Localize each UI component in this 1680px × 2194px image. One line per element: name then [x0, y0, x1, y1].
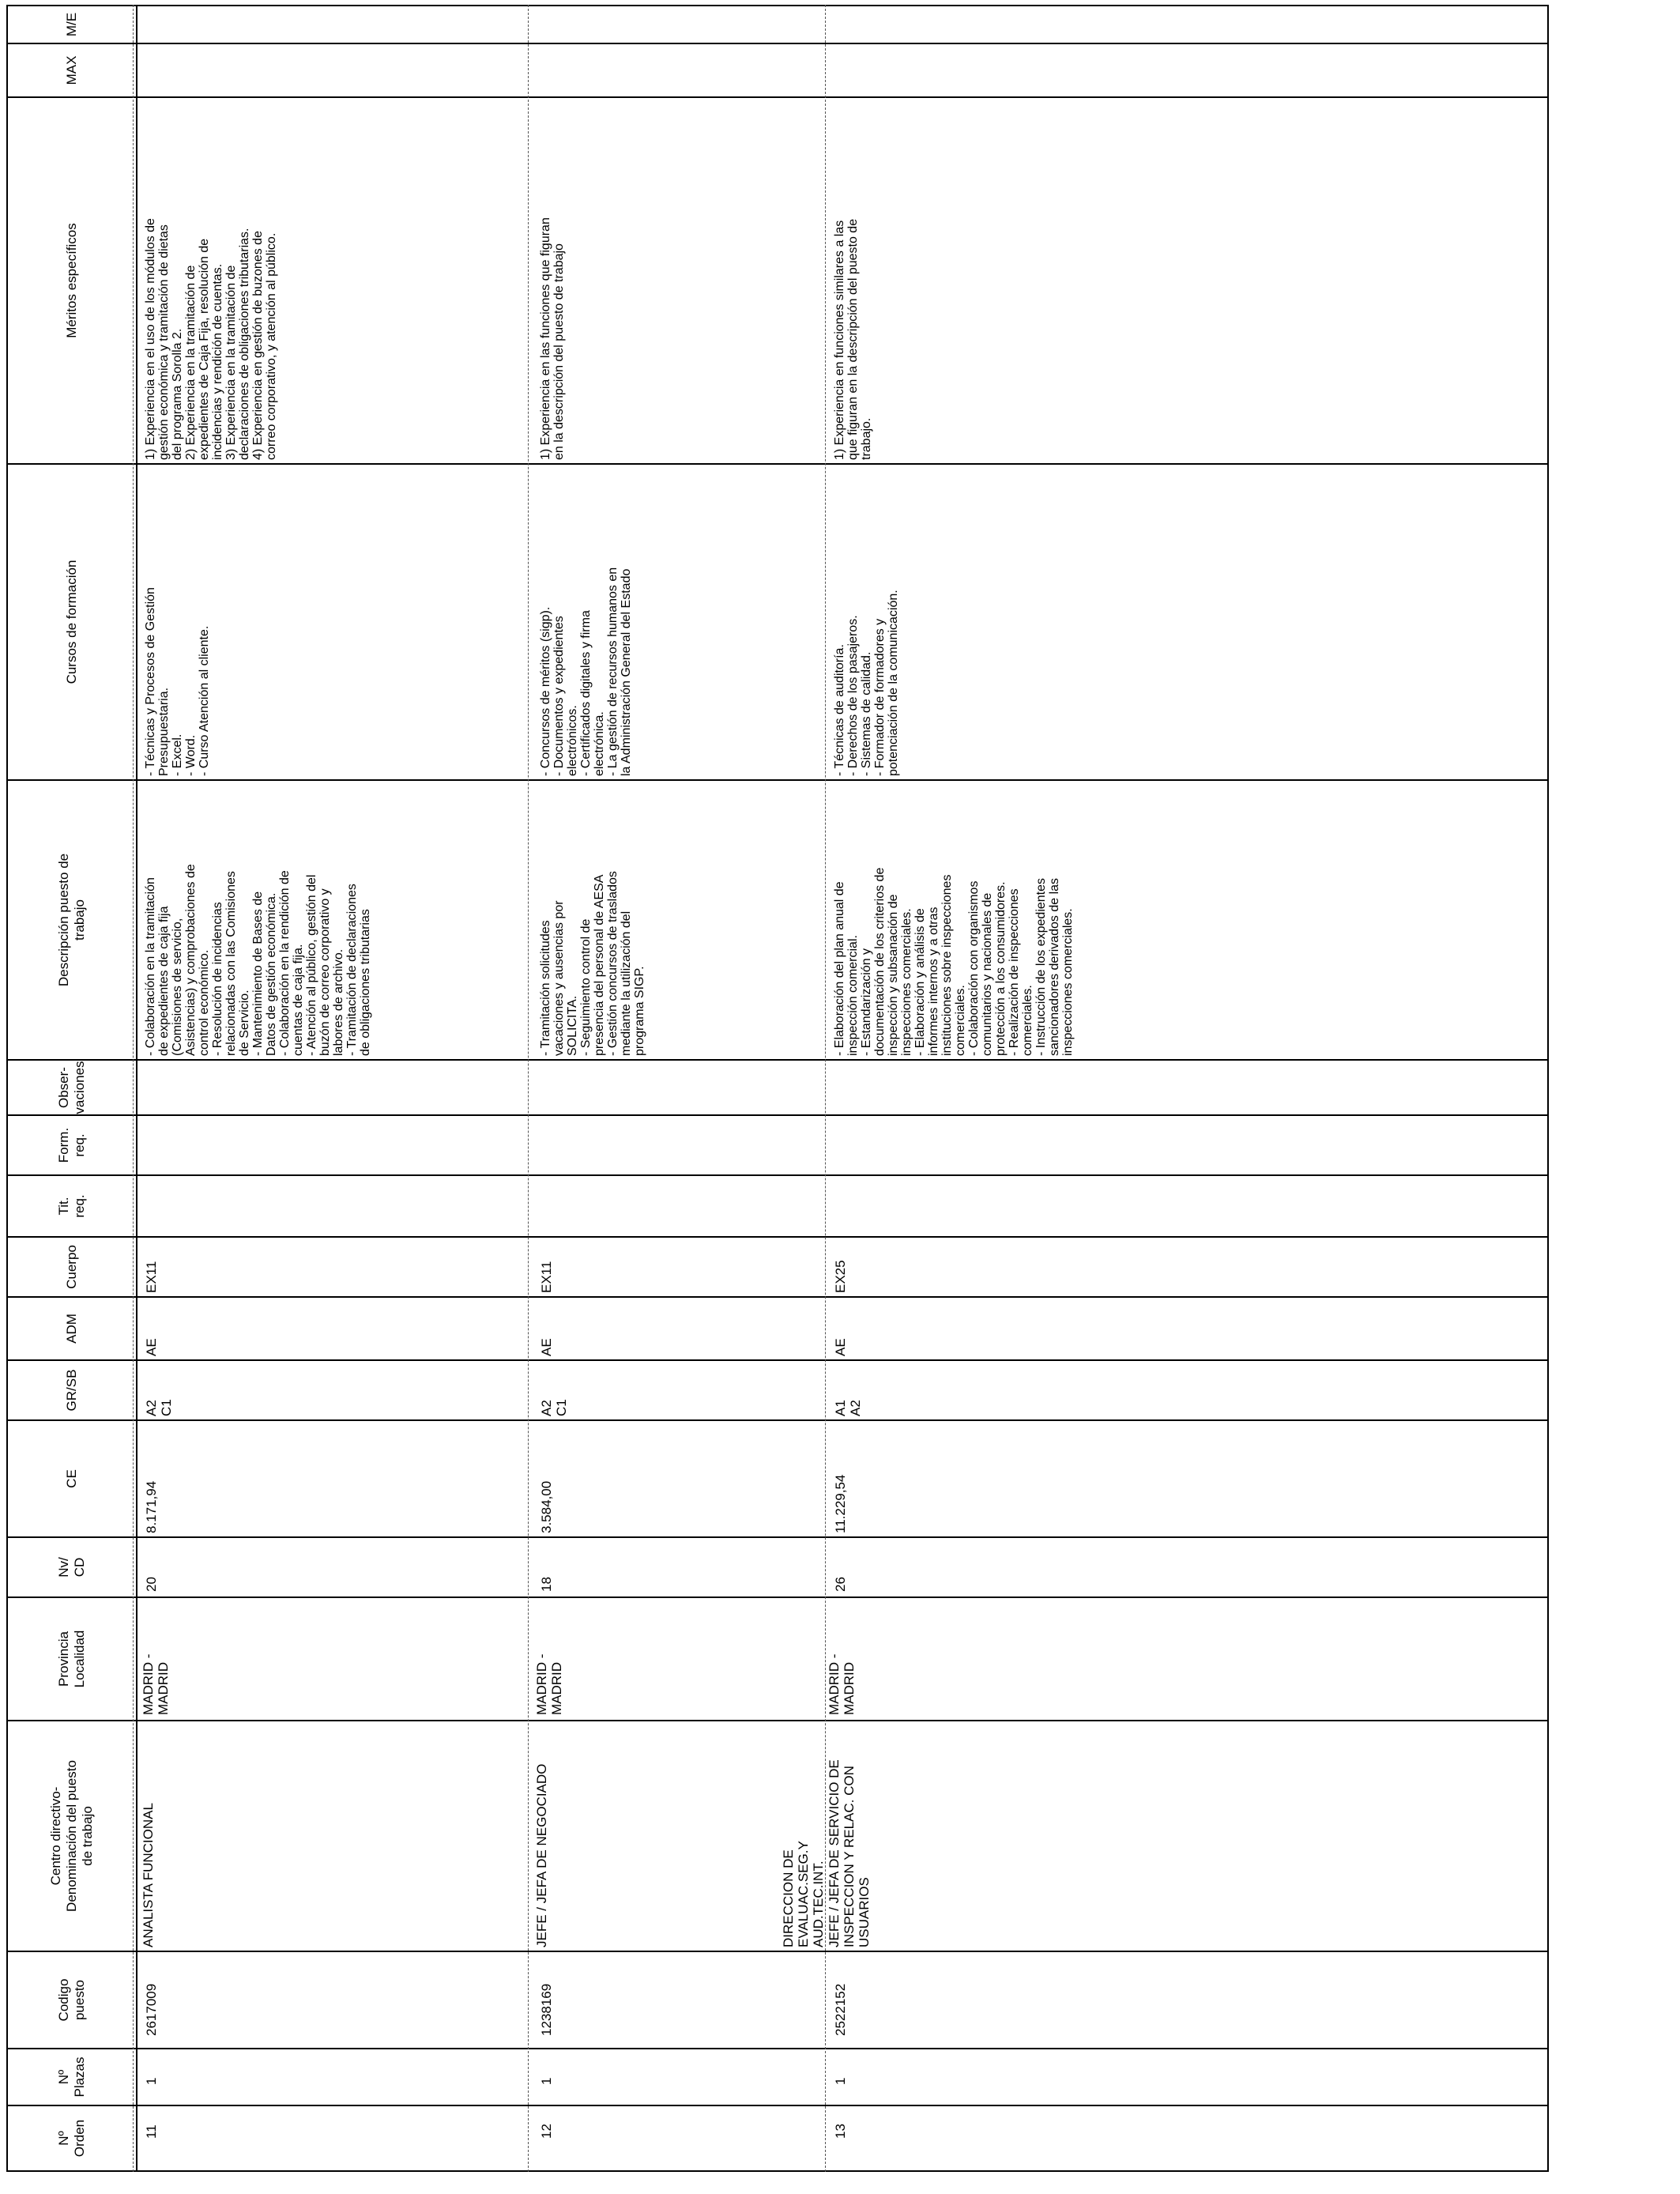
row-12-nivel: 18	[539, 1577, 554, 1592]
row-11-plazas: 1	[144, 2077, 159, 2085]
header-cuerpo: Cuerpo	[64, 1245, 79, 1289]
row-11-codigo: 2617009	[144, 1983, 159, 2036]
row-12-cursos: - Concursos de méritos (sigp). - Documentos y expedientes electrónicos. - Certificados digitales y firma electrónica. - La gestión de recursos humanos en la Administración General del Estado	[539, 567, 633, 776]
row-11-denominacion: ANALISTA FUNCIONAL	[141, 1803, 156, 1947]
header-provincia: Provincia Localidad	[56, 1630, 87, 1688]
row-12-denominacion: JEFE / JEFA DE NEGOCIADO	[534, 1763, 549, 1947]
row-13-meritos: 1) Experiencia en funciones similares a las que figuran en la descripción del puesto de trabajo.	[833, 218, 873, 460]
row-12-provincia: MADRID - MADRID	[534, 1653, 564, 1715]
row-12-cuerpo: EX11	[539, 1261, 554, 1293]
header-adm: ADM	[64, 1314, 79, 1344]
row-11-provincia: MADRID - MADRID	[141, 1653, 171, 1715]
row-11-meritos: 1) Experiencia en el uso de los módulos de gestión económica y tramitación de dietas del programa Sorolla 2. 2) Experiencia en la tramitación de expedientes de Caja Fija, resolución de incidencias y rendición de cuentas. 3) Experiencia en la tramitación de declaraciones de obligaciones tributarias. 4) Experiencia en gestión de buzones de correo corporativo, y atención al público.	[144, 218, 278, 460]
header-me: M/E	[64, 12, 79, 37]
header-observaciones: Obser- vaciones	[56, 1061, 87, 1114]
header-formacion: Form. req.	[56, 1127, 87, 1163]
header-grupo: GR/SB	[64, 1369, 79, 1412]
row-13-nivel: 26	[833, 1577, 848, 1592]
row-12-plazas: 1	[539, 2077, 554, 2085]
row-13-cursos: - Técnicas de auditoría. - Derechos de los pasajeros. - Sistemas de calidad. - Formador de formadores y potenciación de la comunicación.	[833, 590, 900, 776]
row-11-ce: 8.171,94	[144, 1480, 159, 1533]
header-plazas: Nº Plazas	[56, 2056, 87, 2098]
row-13-codigo: 2522152	[833, 1983, 848, 2036]
header-titulacion: Tit. req.	[56, 1194, 87, 1218]
row-13-adm: AE	[833, 1338, 848, 1356]
row-12-ce: 3.584,00	[539, 1480, 554, 1533]
row-12-descripcion: - Tramitación solicitudes vacaciones y ausencias por SOLICITA. - Seguimiento control de presencia del personal de AESA - Gestión concursos de traslados mediante la utilización del programa SIGP.	[539, 871, 646, 1056]
row-13-grupo: A1 A2	[833, 1400, 863, 1416]
row-11-cursos: - Técnicas y Procesos de Gestión Presupuestaria. - Excel. - Word. - Curso Atención al cliente.	[144, 587, 211, 776]
row-11-cuerpo: EX11	[144, 1261, 159, 1293]
row-13-centro-directivo: DIRECCION DE EVALUAC.SEG.Y AUD.TEC.INT.	[781, 1841, 826, 1947]
row-12-grupo: A2 C1	[539, 1399, 569, 1416]
row-12-codigo: 1238169	[539, 1983, 554, 2036]
header-cursos: Cursos de formación	[64, 560, 79, 684]
row-12-orden: 12	[539, 2124, 554, 2139]
header-max: MAX	[64, 55, 79, 85]
header-nivel: Nv/ CD	[56, 1557, 87, 1578]
row-13-ce: 11.229,54	[833, 1474, 848, 1533]
row-13-provincia: MADRID - MADRID	[827, 1653, 857, 1715]
header-orden: Nº Orden	[56, 2119, 87, 2158]
row-13-orden: 13	[833, 2124, 848, 2139]
row-11-orden: 11	[144, 2124, 159, 2139]
row-12-meritos: 1) Experiencia en las funciones que figuran en la descripción del puesto de trabajo	[539, 217, 566, 460]
row-13-cuerpo: EX25	[833, 1260, 848, 1293]
header-descripcion: Descripción puesto de trabajo	[56, 853, 87, 987]
header-meritos: Méritos específicos	[64, 223, 79, 338]
header-codigo: Codigo puesto	[56, 1978, 87, 2022]
row-11-adm: AE	[144, 1338, 159, 1356]
row-12-adm: AE	[539, 1338, 554, 1356]
row-11-descripcion: - Colaboración en la tramitación de expedientes de caja fija (Comisiones de servicio, Asistencias) y comprobaciones de control económico. - Resolución de incidencias relacionadas con las Comisiones de Servicio. - Mantenimiento de Bases de Datos de gestión económica. - Colaboración en la rendición de cuentas de caja fija. - Atención al público, gestión del buzón de correo corporativo y labores de archivo. - Tramitación de declaraciones de obligaciones tributarias	[144, 864, 372, 1056]
row-11-grupo: A2 C1	[144, 1399, 174, 1416]
row-13-plazas: 1	[833, 2077, 848, 2085]
header-centro: Centro directivo- Denominación del puesto de trabajo	[48, 1760, 95, 1912]
header-ce: CE	[64, 1469, 79, 1488]
row-13-denominacion: JEFE / JEFA DE SERVICIO DE INSPECCION Y RELAC. CON USUARIOS	[827, 1759, 872, 1947]
row-13-descripcion: - Elaboración del plan anual de inspección comercial. - Estandarización y documentación de los criterios de inspección y subsanación de inspecciones comerciales. - Elaboración y análisis de informes internos y a otras instituciones sobre inspecciones comerciales. - Colaboración con organismos comunitarios y nacionales de protección a los consumidores. - Realización de inspecciones comerciales. - Instrucción de los expedientes sancionadores derivados de las inspecciones comerciales.	[833, 867, 1075, 1056]
row-11-nivel: 20	[144, 1577, 159, 1592]
